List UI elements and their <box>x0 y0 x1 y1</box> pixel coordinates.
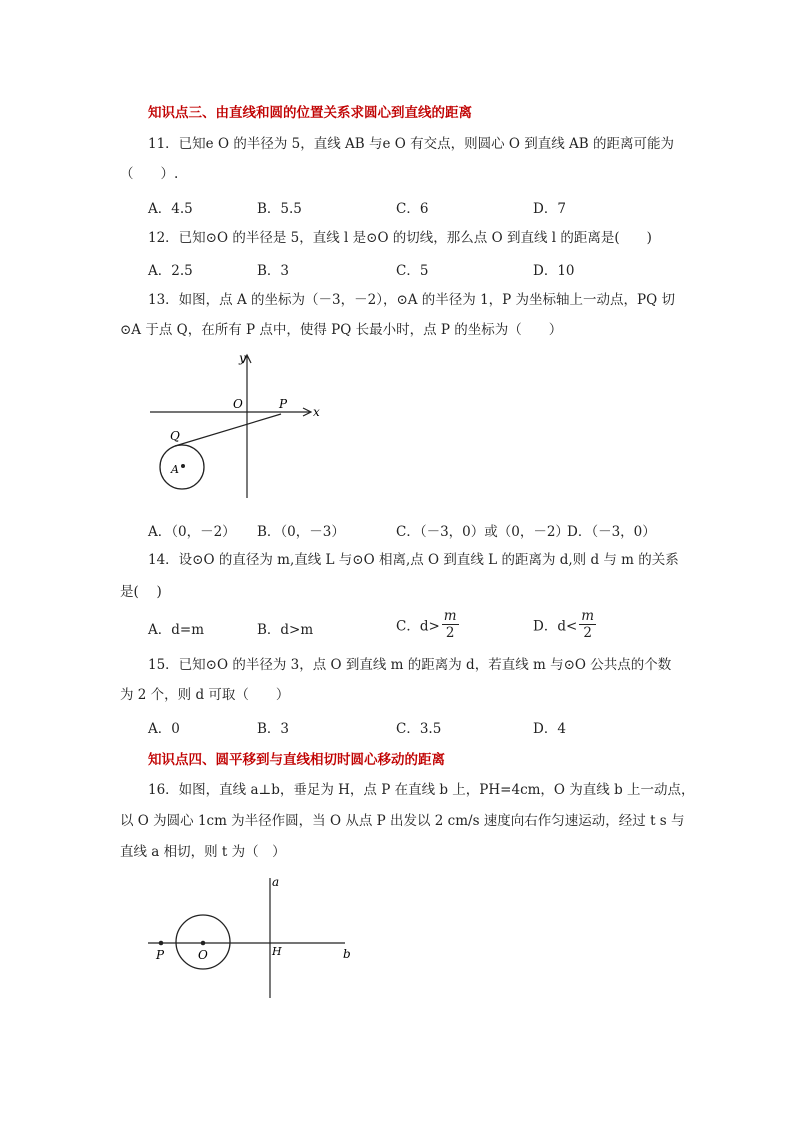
q13-option-b: B．（0，－3） <box>257 524 345 540</box>
section-heading-3: 知识点三、由直线和圆的位置关系求圆心到直线的距离 <box>148 105 472 121</box>
q11-option-b: B．5.5 <box>257 201 302 217</box>
question-11-paren: （ ）. <box>120 166 179 182</box>
question-12-text: 12．已知⊙O 的半径是 5，直线 l 是⊙O 的切线，那么点 O 到直线 l 的距离是( ) <box>148 230 652 246</box>
q13-label-q: Q <box>170 429 180 443</box>
question-11-text: 11．已知e O 的半径为 5，直线 AB 与e O 有交点，则圆心 O 到直线 AB 的距离可能为 <box>148 136 674 152</box>
q15-option-b: B．3 <box>257 721 290 737</box>
q14-option-c <box>396 608 459 641</box>
q13-option-a: A．（0，－2） <box>148 524 236 540</box>
question-16-text-cont2: 直线 a 相切，则 t 为（ ） <box>120 844 286 860</box>
q12-option-d: D．10 <box>533 263 575 279</box>
q14-option-d-label: D．d< <box>533 618 578 635</box>
q14-option-a: A．d=m <box>148 622 205 638</box>
question-16-text-cont: 以 O 为圆心 1cm 为半径作圆，当 O 从点 P 出发以 2 cm/s 速度向右作匀速运动，经过 t s 与 <box>120 813 685 829</box>
frac-denominator: 2 <box>445 625 455 641</box>
q12-option-b: B．3 <box>257 263 290 279</box>
question-15-text-cont: 为 2 个，则 d 可取（ ） <box>120 687 290 703</box>
q16-label-p: P <box>156 948 165 962</box>
q13-coordinate-figure <box>145 348 345 503</box>
q16-label-o: O <box>198 948 208 962</box>
q14-option-c-fraction <box>442 608 459 641</box>
frac-numerator: m <box>581 608 595 624</box>
q16-label-h: H <box>272 945 282 958</box>
q11-option-d: D．7 <box>533 201 566 217</box>
q14-option-b: B．d>m <box>257 622 314 638</box>
q13-label-p: P <box>279 397 288 411</box>
q13-option-d: D．（－3，0） <box>567 524 656 540</box>
q14-option-d <box>533 608 596 641</box>
question-15-text: 15．已知⊙O 的半径为 3，点 O 到直线 m 的距离为 d，若直线 m 与⊙O 公共点的个数 <box>148 657 672 673</box>
frac-numerator: m <box>443 608 457 624</box>
q15-option-d: D．4 <box>533 721 566 737</box>
q13-label-o: O <box>233 397 243 411</box>
q11-option-c: C．6 <box>396 201 429 217</box>
q12-option-a: A．2.5 <box>148 263 193 279</box>
q13-label-y: y <box>239 351 246 365</box>
question-14-text-cont: 是( ) <box>120 584 162 600</box>
q14-option-d-fraction <box>579 608 596 641</box>
q13-label-x: x <box>313 405 320 419</box>
question-14-text: 14．设⊙O 的直径为 m,直线 L 与⊙O 相离,点 O 到直线 L 的距离为 d,则 d 与 m 的关系 <box>148 552 679 568</box>
q14-option-c-label: C．d> <box>396 618 440 635</box>
frac-denominator: 2 <box>583 625 592 641</box>
q13-option-c: C．（－3，0）或（0，－2） <box>396 524 569 540</box>
question-13-text: 13．如图，点 A 的坐标为（－3，－2），⊙A 的半径为 1，P 为坐标轴上一动点，PQ 切 <box>148 292 675 308</box>
q16-figure <box>145 872 360 1002</box>
q16-label-a: a <box>272 875 280 889</box>
q12-option-c: C．5 <box>396 263 429 279</box>
question-13-text-cont: ⊙A 于点 Q，在所有 P 点中，使得 PQ 长最小时，点 P 的坐标为（ ） <box>120 322 563 338</box>
q15-option-c: C．3.5 <box>396 721 442 737</box>
q16-label-b: b <box>343 947 351 961</box>
q13-label-a: A <box>171 463 179 476</box>
q15-option-a: A．0 <box>148 721 180 737</box>
section-heading-4: 知识点四、圆平移到与直线相切时圆心移动的距离 <box>148 752 445 768</box>
q11-option-a: A．4.5 <box>148 201 193 217</box>
question-16-text: 16．如图，直线 a⊥b，垂足为 H，点 P 在直线 b 上，PH=4cm，O 为直线 b 上一动点， <box>148 782 695 798</box>
